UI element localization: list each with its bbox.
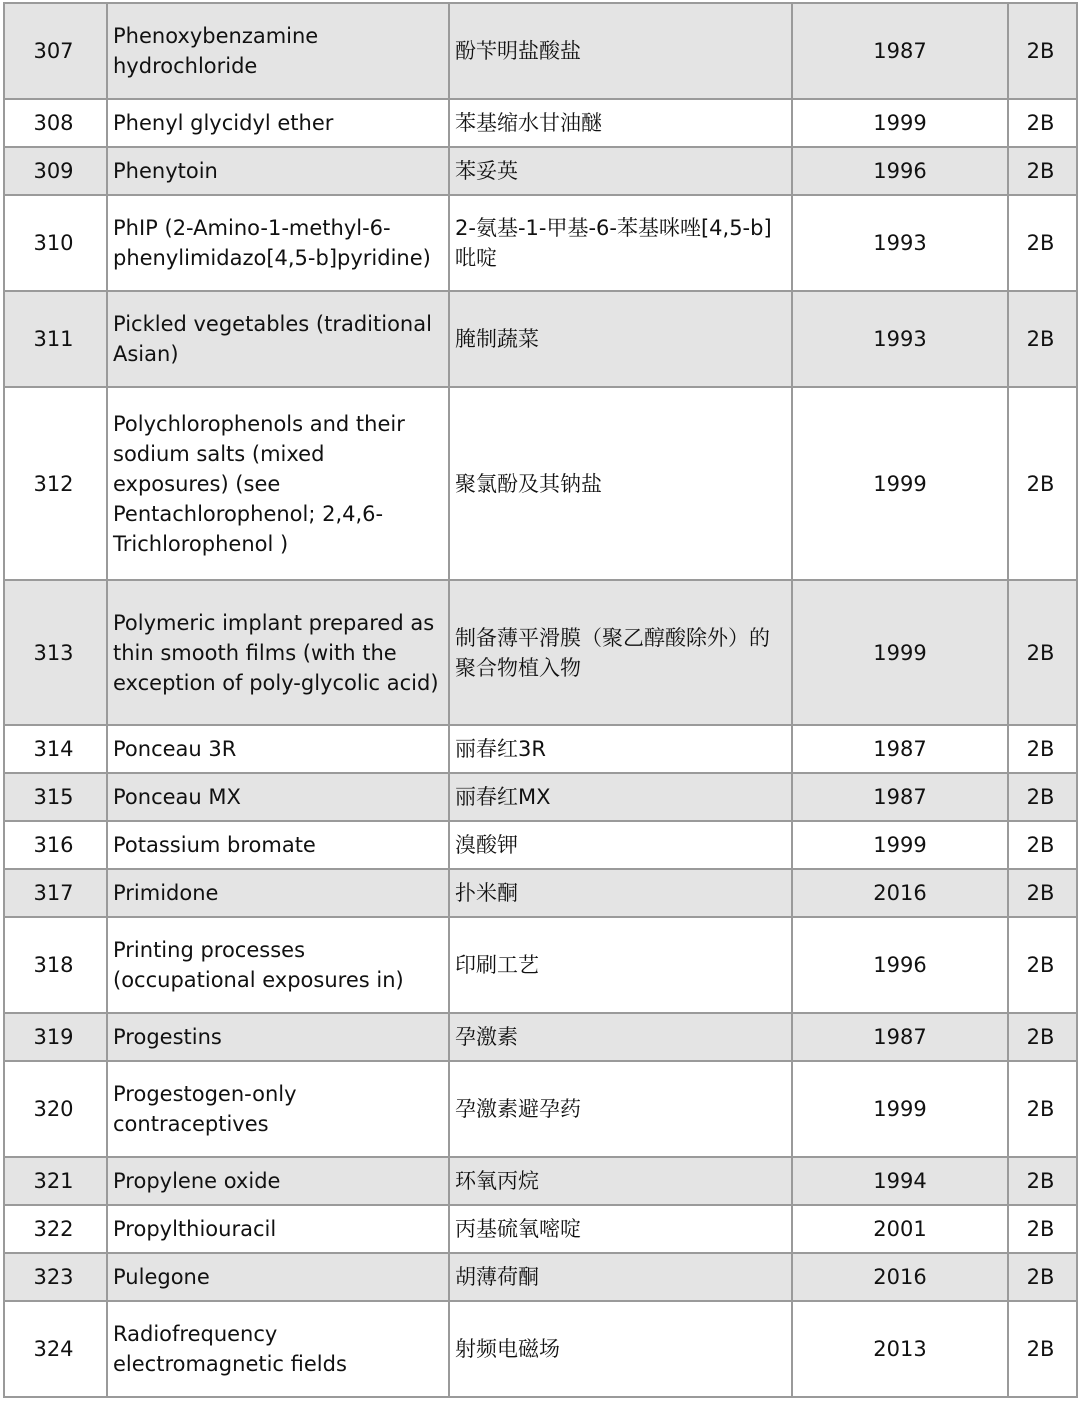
agent-name: Progestins [107, 1013, 449, 1061]
agent-name: Potassium bromate [107, 821, 449, 869]
group-classification: 2B [1008, 580, 1077, 725]
agent-name-chinese: 腌制蔬菜 [449, 291, 792, 387]
row-number: 322 [4, 1205, 107, 1253]
table-row [4, 580, 1077, 725]
agent-name: PhIP (2-Amino-1-methyl-6-phenylimidazo[4,5-b]pyridine) [107, 195, 449, 291]
table-row [4, 1205, 1077, 1253]
agent-name: Ponceau 3R [107, 725, 449, 773]
table-row [4, 821, 1077, 869]
agent-name-chinese: 丙基硫氧嘧啶 [449, 1205, 792, 1253]
agent-name-chinese: 酚苄明盐酸盐 [449, 3, 792, 99]
carcinogen-table [3, 2, 1078, 1398]
evaluation-year: 1999 [792, 821, 1008, 869]
group-classification: 2B [1008, 1013, 1077, 1061]
agent-name-chinese: 苯妥英 [449, 147, 792, 195]
group-classification: 2B [1008, 3, 1077, 99]
agent-name: Propylthiouracil [107, 1205, 449, 1253]
group-classification: 2B [1008, 773, 1077, 821]
table-row [4, 1013, 1077, 1061]
evaluation-year: 1993 [792, 195, 1008, 291]
row-number: 314 [4, 725, 107, 773]
group-classification: 2B [1008, 1205, 1077, 1253]
group-classification: 2B [1008, 1061, 1077, 1157]
row-number: 311 [4, 291, 107, 387]
table-row [4, 1157, 1077, 1205]
agent-name-chinese: 孕激素避孕药 [449, 1061, 792, 1157]
agent-name: Propylene oxide [107, 1157, 449, 1205]
evaluation-year: 2016 [792, 1253, 1008, 1301]
group-classification: 2B [1008, 195, 1077, 291]
row-number: 316 [4, 821, 107, 869]
agent-name-chinese: 制备薄平滑膜（聚乙醇酸除外）的聚合物植入物 [449, 580, 792, 725]
table-row [4, 387, 1077, 580]
agent-name-chinese: 丽春红MX [449, 773, 792, 821]
group-classification: 2B [1008, 291, 1077, 387]
evaluation-year: 1999 [792, 387, 1008, 580]
agent-name-chinese: 胡薄荷酮 [449, 1253, 792, 1301]
group-classification: 2B [1008, 99, 1077, 147]
row-number: 319 [4, 1013, 107, 1061]
evaluation-year: 2016 [792, 869, 1008, 917]
row-number: 320 [4, 1061, 107, 1157]
group-classification: 2B [1008, 1253, 1077, 1301]
row-number: 321 [4, 1157, 107, 1205]
agent-name: Pulegone [107, 1253, 449, 1301]
table-row [4, 99, 1077, 147]
agent-name: Polychlorophenols and their sodium salts (mixed exposures) (see Pentachlorophenol; 2,4,6-Trichlorophenol ) [107, 387, 449, 580]
agent-name-chinese: 印刷工艺 [449, 917, 792, 1013]
table-row [4, 1061, 1077, 1157]
group-classification: 2B [1008, 387, 1077, 580]
evaluation-year: 1994 [792, 1157, 1008, 1205]
agent-name: Progestogen-only contraceptives [107, 1061, 449, 1157]
row-number: 309 [4, 147, 107, 195]
row-number: 324 [4, 1301, 107, 1397]
evaluation-year: 1996 [792, 917, 1008, 1013]
agent-name: Primidone [107, 869, 449, 917]
table-row [4, 291, 1077, 387]
row-number: 312 [4, 387, 107, 580]
agent-name-chinese: 射频电磁场 [449, 1301, 792, 1397]
evaluation-year: 1999 [792, 1061, 1008, 1157]
table-row [4, 773, 1077, 821]
agent-name: Printing processes (occupational exposures in) [107, 917, 449, 1013]
group-classification: 2B [1008, 1157, 1077, 1205]
table-row [4, 195, 1077, 291]
evaluation-year: 2013 [792, 1301, 1008, 1397]
row-number: 313 [4, 580, 107, 725]
evaluation-year: 1987 [792, 1013, 1008, 1061]
table-row [4, 725, 1077, 773]
row-number: 318 [4, 917, 107, 1013]
group-classification: 2B [1008, 1301, 1077, 1397]
row-number: 315 [4, 773, 107, 821]
evaluation-year: 1987 [792, 725, 1008, 773]
agent-name: Radiofrequency electromagnetic fields [107, 1301, 449, 1397]
agent-name: Ponceau MX [107, 773, 449, 821]
table-body [4, 3, 1077, 1397]
evaluation-year: 1996 [792, 147, 1008, 195]
row-number: 323 [4, 1253, 107, 1301]
agent-name-chinese: 扑米酮 [449, 869, 792, 917]
agent-name-chinese: 环氧丙烷 [449, 1157, 792, 1205]
evaluation-year: 1999 [792, 580, 1008, 725]
agent-name: Phenyl glycidyl ether [107, 99, 449, 147]
agent-name: Polymeric implant prepared as thin smooth films (with the exception of poly-glycolic acid) [107, 580, 449, 725]
agent-name-chinese: 2-氨基-1-甲基-6-苯基咪唑[4,5-b]吡啶 [449, 195, 792, 291]
row-number: 310 [4, 195, 107, 291]
table-row [4, 1253, 1077, 1301]
table-row [4, 1301, 1077, 1397]
evaluation-year: 1999 [792, 99, 1008, 147]
evaluation-year: 2001 [792, 1205, 1008, 1253]
group-classification: 2B [1008, 147, 1077, 195]
group-classification: 2B [1008, 869, 1077, 917]
agent-name-chinese: 孕激素 [449, 1013, 792, 1061]
agent-name: Phenytoin [107, 147, 449, 195]
evaluation-year: 1987 [792, 3, 1008, 99]
group-classification: 2B [1008, 917, 1077, 1013]
evaluation-year: 1987 [792, 773, 1008, 821]
evaluation-year: 1993 [792, 291, 1008, 387]
group-classification: 2B [1008, 821, 1077, 869]
row-number: 317 [4, 869, 107, 917]
row-number: 307 [4, 3, 107, 99]
agent-name-chinese: 苯基缩水甘油醚 [449, 99, 792, 147]
agent-name: Pickled vegetables (traditional Asian) [107, 291, 449, 387]
agent-name: Phenoxybenzamine hydrochloride [107, 3, 449, 99]
table-row [4, 917, 1077, 1013]
table-row [4, 869, 1077, 917]
group-classification: 2B [1008, 725, 1077, 773]
row-number: 308 [4, 99, 107, 147]
agent-name-chinese: 丽春红3R [449, 725, 792, 773]
table-row [4, 3, 1077, 99]
agent-name-chinese: 溴酸钾 [449, 821, 792, 869]
table-row [4, 147, 1077, 195]
agent-name-chinese: 聚氯酚及其钠盐 [449, 387, 792, 580]
